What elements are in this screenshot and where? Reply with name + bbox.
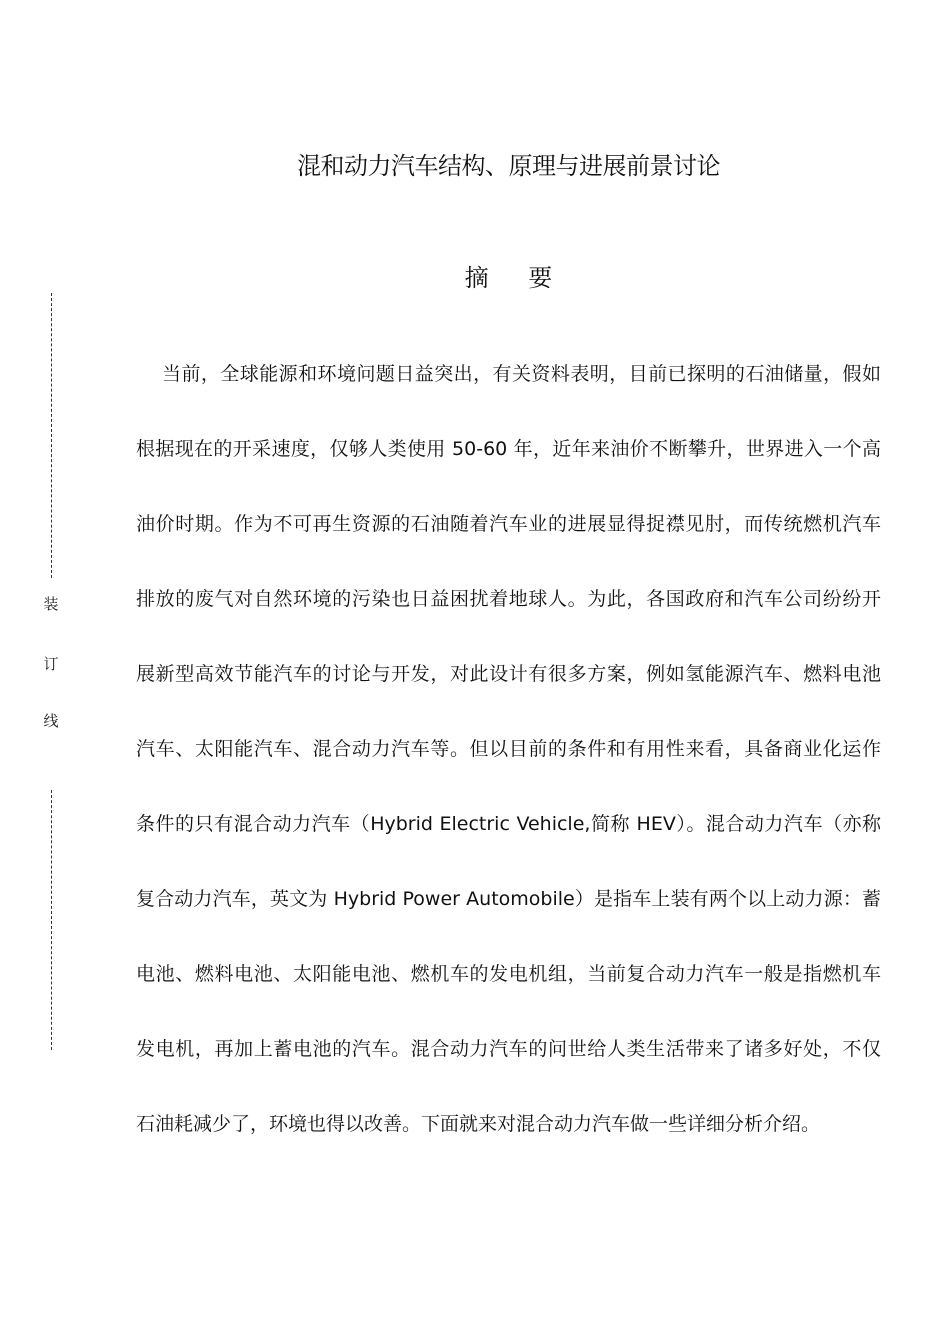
abstract-line: 根据现在的开采速度，仅够人类使用 50-60 年，近年来油价不断攀升，世界进入一个高 [136, 438, 881, 460]
abstract-line: 复合动力汽车，英文为 Hybrid Power Automobile）是指车上装有两个以上动力源：蓄 [136, 888, 881, 910]
abstract-line: 石油耗减少了，环境也得以改善。下面就来对混合动力汽车做一些详细分析介绍。 [136, 1113, 821, 1135]
binding-dashed-line-bottom [51, 790, 52, 1050]
abstract-line: 汽车、太阳能汽车、混合动力汽车等。但以目前的条件和有用性来看，具备商业化运作 [136, 738, 881, 760]
abstract-line: 发电机，再加上蓄电池的汽车。混合动力汽车的问世给人类生活带来了诸多好处，不仅 [136, 1038, 881, 1060]
abstract-line: 条件的只有混合动力汽车（Hybrid Electric Vehicle,简称 HEV）。混合动力汽车（亦称 [136, 813, 881, 835]
binding-dashed-line-top [51, 293, 52, 578]
binding-char-ding: 订 [43, 655, 59, 673]
binding-char-zhuang: 装 [43, 595, 59, 613]
binding-char-xian: 线 [43, 712, 59, 730]
abstract-line: 展新型高效节能汽车的讨论与开发，对此设计有很多方案，例如氢能源汽车、燃料电池 [136, 663, 881, 685]
abstract-heading: 摘 要 [464, 264, 569, 292]
abstract-line: 电池、燃料电池、太阳能电池、燃机车的发电机组，当前复合动力汽车一般是指燃机车 [136, 963, 881, 985]
abstract-line: 排放的废气对自然环境的污染也日益困扰着地球人。为此，各国政府和汽车公司纷纷开 [136, 588, 881, 610]
abstract-body [136, 337, 881, 1162]
abstract-line: 当前，全球能源和环境问题日益突出，有关资料表明，目前已探明的石油储量，假如 [162, 363, 881, 385]
document-title: 混和动力汽车结构、原理与进展前景讨论 [297, 152, 720, 180]
abstract-line: 油价时期。作为不可再生资源的石油随着汽车业的进展显得捉襟见肘，而传统燃机汽车 [136, 513, 881, 535]
